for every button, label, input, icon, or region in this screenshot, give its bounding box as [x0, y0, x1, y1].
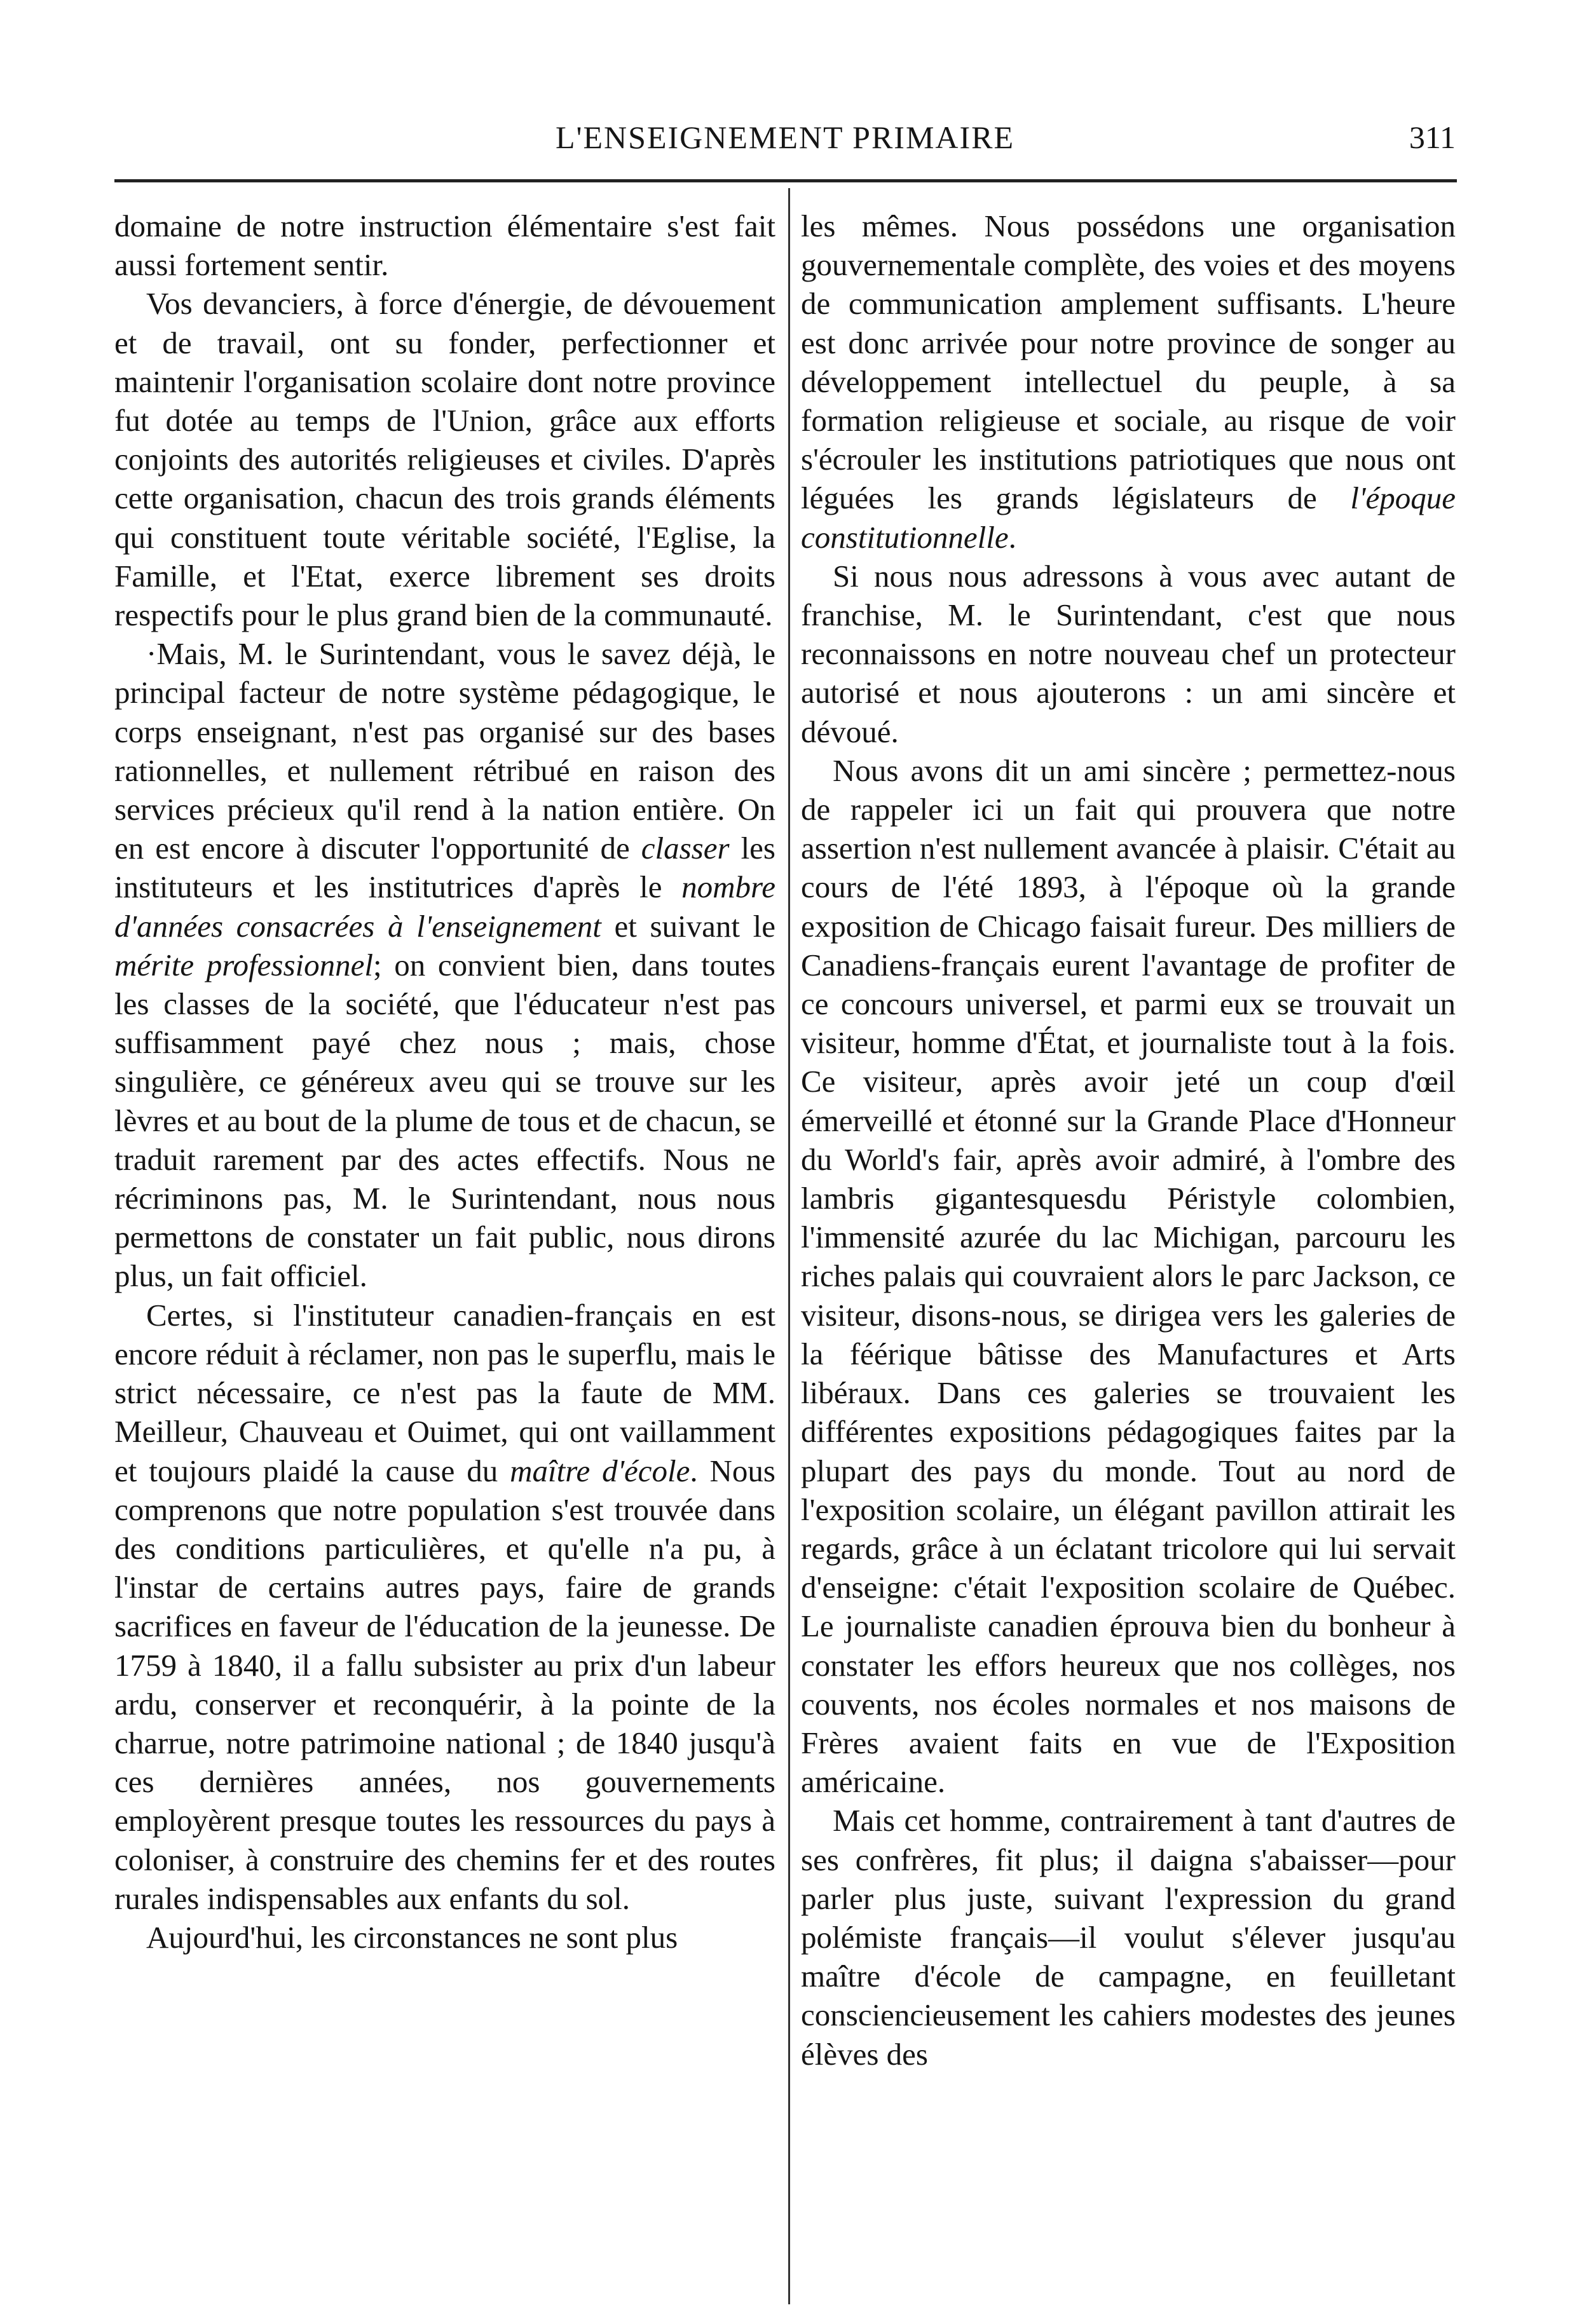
- paragraph: Si nous nous adressons à vous avec autant de franchise, M. le Surintendant, c'est que nous reconnaissons en notre nouveau chef un protecteur autorisé et nous ajouterons : un ami sincère et dévoué.: [801, 558, 1456, 749]
- italic-phrase: mérite professionnel: [114, 947, 374, 982]
- italic-phrase: classer: [641, 831, 730, 866]
- paragraph: les mêmes. Nous possédons une organisation gouvernementale complète, des voies et des moyens de communication amplement suffisants. L'heure est donc arrivée pour notre province de songer au développement intellectuel du peuple, à sa formation religieuse et sociale, au risque de voir s'écrouler les institutions patriotiques que nous ont léguées les grands législateurs de l'époque constitutionnelle.: [801, 208, 1456, 555]
- italic-phrase: maître d'école: [510, 1453, 690, 1488]
- header-rule: [114, 179, 1457, 182]
- italic-phrase: nombre d'années consacrées à l'enseignement: [114, 869, 775, 944]
- paragraph: ·Mais, M. le Surintendant, vous le savez déjà, le principal facteur de notre système pédagogique, le corps enseignant, n'est pas organisé sur des bases rationnelles, et nullement rétribué en raison des services précieux qu'il rend à la nation entière. On en est encore à discuter l'opportunité de classer les instituteurs et les institutrices d'après le nombre d'années consacrées à l'enseignement et suivant le mérite professionnel; on convient bien, dans toutes les classes de la société, que l'éducateur n'est pas suffisamment payé chez nous ; mais, chose singulière, ce généreux aveu qui se trouve sur les lèvres et au bout de la plume de tous et de chacun, se traduit rarement par des actes effectifs. Nous ne récriminons pas, M. le Surintendant, nous nous permettons de constater un fait public, nous dirons plus, un fait officiel.: [114, 636, 775, 1294]
- paragraph: Certes, si l'instituteur canadien-français en est encore réduit à réclamer, non pas le superflu, mais le strict nécessaire, ce n'est pas la faute de MM. Meilleur, Chauveau et Ouimet, qui ont vaillamment et toujours plaidé la cause du maître d'école. Nous comprenons que notre population s'est trouvée dans des conditions particulières, et qu'elle n'a pu, à l'instar de certains autres pays, faire de grands sacrifices en faveur de l'éducation de la jeunesse. De 1759 à 1840, il a fallu subsister au prix d'un labeur ardu, conserver et reconquérir, à la pointe de la charrue, notre patrimoine national ; de 1840 jusqu'à ces dernières années, nos gouvernements employèrent presque toutes les ressources du pays à coloniser, à construire des chemins fer et des routes rurales indispensables aux enfants du sol.: [114, 1297, 775, 1916]
- paragraph: Vos devanciers, à force d'énergie, de dévouement et de travail, ont su fonder, perfectionner et maintenir l'organisation scolaire dont notre province fut dotée au temps de l'Union, grâce aux efforts conjoints des autorités religieuses et civiles. D'après cette organisation, chacun des trois grands éléments qui constituent toute véritable société, l'Eglise, la Famille, et l'Etat, exerce librement ses droits respectifs pour le plus grand bien de la communauté.: [114, 286, 775, 633]
- page-number: 311: [1409, 119, 1456, 155]
- right-column: [801, 207, 1456, 2310]
- column-divider: [788, 188, 790, 2304]
- paragraph: Mais cet homme, contrairement à tant d'autres de ses confrères, fit plus; il daigna s'abaisser—pour parler plus juste, suivant l'expression du grand polémiste français—il voulut s'élever jusqu'au maître d'école de campagne, en feuilletant consciencieusement les cahiers modestes des jeunes élèves des: [801, 1803, 1456, 2072]
- page-header: [114, 112, 1456, 163]
- paragraph: Aujourd'hui, les circonstances ne sont plus: [146, 1919, 678, 1955]
- paragraph: Nous avons dit un ami sincère ; permettez-nous de rappeler ici un fait qui prouvera que notre assertion n'est nullement avancée à plaisir. C'était au cours de l'été 1893, à l'époque où la grande exposition de Chicago faisait fureur. Des milliers de Canadiens-français eurent l'avantage de profiter de ce concours universel, et parmi eux se trouvait un visiteur, homme d'État, et journaliste tout à la fois. Ce visiteur, après avoir jeté un coup d'œil émerveillé et étonné sur la Grande Place d'Honneur du World's fair, après avoir admiré, à l'ombre des lambris gigantesquesdu Péristyle colombien, l'immensité azurée du lac Michigan, parcouru les riches palais qui couvraient alors le parc Jackson, ce visiteur, disons-nous, se dirigea vers les galeries de la féérique bâtisse des Manufactures et Arts libéraux. Dans ces galeries se trouvaient les différentes expositions pédagogiques faites par la plupart des pays du monde. Tout au nord de l'exposition scolaire, un élégant pavillon attirait les regards, grâce à un éclatant tricolore qui lui servait d'enseigne: c'était l'exposition scolaire de Québec. Le journaliste canadien éprouva bien du bonheur à constater les effors heureux que nos collèges, nos couvents, nos écoles normales et nos maisons de Frères avaient faits en vue de l'Exposition américaine.: [801, 752, 1456, 1800]
- left-column: [114, 207, 775, 2310]
- paragraph: domaine de notre instruction élémentaire s'est fait aussi fortement sentir.: [114, 208, 775, 283]
- running-title: L'ENSEIGNEMENT PRIMAIRE: [555, 119, 1015, 155]
- italic-phrase: l'époque constitutionnelle: [801, 480, 1456, 555]
